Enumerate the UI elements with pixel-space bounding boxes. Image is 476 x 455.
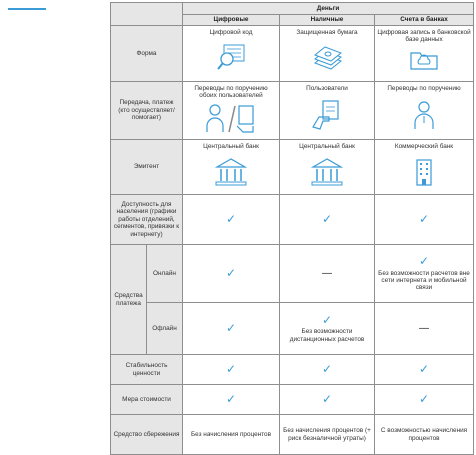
cell-form-digital xyxy=(183,26,280,82)
chip-magnifier-icon xyxy=(215,43,247,71)
issuer-bank-text: Коммерческий банк xyxy=(394,143,454,150)
office-building-icon xyxy=(412,157,436,187)
cell-unit-digital xyxy=(183,385,280,415)
cell-unit-cash xyxy=(280,385,375,415)
issuer-digital-text: Центральный банк xyxy=(203,143,259,150)
label-online: Онлайн xyxy=(147,245,183,303)
row-stability xyxy=(111,355,474,385)
row-form xyxy=(111,26,474,82)
cell-transfer-bank xyxy=(375,82,474,140)
cell-stability-digital xyxy=(183,355,280,385)
person-transfer-document-icon xyxy=(205,102,257,134)
cash-offline-note: Без возможности дистанционных расчетов xyxy=(289,328,365,343)
central-bank-building-icon xyxy=(214,157,248,187)
label-issuer: Эмитент xyxy=(111,140,183,195)
label-form: Форма xyxy=(111,26,183,82)
label-unit: Мера стоимости xyxy=(111,385,183,415)
cloud-folder-icon xyxy=(408,47,440,71)
form-cash-text: Защищенная бумага xyxy=(296,29,358,36)
header-bank: Счета в банках xyxy=(375,15,474,26)
issuer-cash-text: Центральный банк xyxy=(299,143,355,150)
row-issuer xyxy=(111,140,474,195)
cell-stability-bank xyxy=(375,355,474,385)
check-icon: ✓ xyxy=(418,212,430,227)
check-icon: ✓ xyxy=(225,392,237,407)
label-means: Средства платежа xyxy=(111,245,147,355)
cell-offline-digital xyxy=(183,303,280,355)
bank-online-note: Без возможности расчетов вне сети интернета и мобильной связи xyxy=(378,269,470,292)
check-icon: ✓ xyxy=(418,362,430,377)
row-means-online xyxy=(111,245,474,303)
cell-savings-cash: Без начисления процентов (+ риск безналичной утраты) xyxy=(280,415,375,455)
person-icon xyxy=(412,99,436,131)
check-icon: ✓ xyxy=(321,312,333,327)
check-icon: ✓ xyxy=(321,392,333,407)
label-savings: Средство сбережения xyxy=(111,415,183,455)
corner-cell xyxy=(111,3,183,26)
cell-online-cash xyxy=(280,245,375,303)
row-unit xyxy=(111,385,474,415)
header-money: Деньги xyxy=(183,3,474,15)
label-transfer: Передача, платеж (кто осуществляет/ помогает) xyxy=(111,82,183,140)
cell-stability-cash xyxy=(280,355,375,385)
label-offline: Офлайн xyxy=(147,303,183,355)
comparison-table xyxy=(110,2,474,455)
row-means-offline xyxy=(111,303,474,355)
central-bank-building-icon xyxy=(310,157,344,187)
check-icon: ✓ xyxy=(225,212,237,227)
accent-bar xyxy=(8,8,46,10)
cell-form-cash xyxy=(280,26,375,82)
cell-issuer-cash xyxy=(280,140,375,195)
check-icon: ✓ xyxy=(225,362,237,377)
cell-accessibility-digital xyxy=(183,195,280,245)
cell-savings-digital: Без начисления процентов xyxy=(183,415,280,455)
row-transfer xyxy=(111,82,474,140)
form-bank-text: Цифровая запись в банковской базе данных xyxy=(377,29,471,44)
check-icon: ✓ xyxy=(418,254,430,269)
header-row-money xyxy=(111,3,474,15)
cell-form-bank xyxy=(375,26,474,82)
cell-offline-cash xyxy=(280,303,375,355)
cell-accessibility-bank xyxy=(375,195,474,245)
cell-transfer-digital xyxy=(183,82,280,140)
row-savings xyxy=(111,415,474,455)
cell-savings-bank: С возможностью начисления процентов xyxy=(375,415,474,455)
form-digital-text: Цифровой код xyxy=(209,29,253,36)
check-icon: ✓ xyxy=(418,392,430,407)
check-icon: ✓ xyxy=(225,266,237,281)
hand-document-icon xyxy=(310,99,344,131)
money-stack-icon xyxy=(311,43,343,71)
transfer-cash-text: Пользователи xyxy=(306,85,348,92)
dash-icon: — xyxy=(419,322,429,334)
cell-offline-bank xyxy=(375,303,474,355)
cell-transfer-cash xyxy=(280,82,375,140)
cell-issuer-bank xyxy=(375,140,474,195)
transfer-bank-text: Переводы по поручению xyxy=(387,85,461,92)
label-stability: Стабильность ценности xyxy=(111,355,183,385)
cell-online-bank xyxy=(375,245,474,303)
cell-online-digital xyxy=(183,245,280,303)
header-digital: Цифровые xyxy=(183,15,280,26)
cell-issuer-digital xyxy=(183,140,280,195)
cell-unit-bank xyxy=(375,385,474,415)
transfer-digital-text: Переводы по поручению обоих пользователей xyxy=(194,85,268,100)
check-icon: ✓ xyxy=(321,362,333,377)
dash-icon: — xyxy=(322,267,332,279)
check-icon: ✓ xyxy=(321,212,333,227)
row-accessibility xyxy=(111,195,474,245)
cell-accessibility-cash xyxy=(280,195,375,245)
label-accessibility: Доступность для населения (графики работы отделений, сегментов, привязки к интернету) xyxy=(111,195,183,245)
header-cash: Наличные xyxy=(280,15,375,26)
check-icon: ✓ xyxy=(225,321,237,336)
